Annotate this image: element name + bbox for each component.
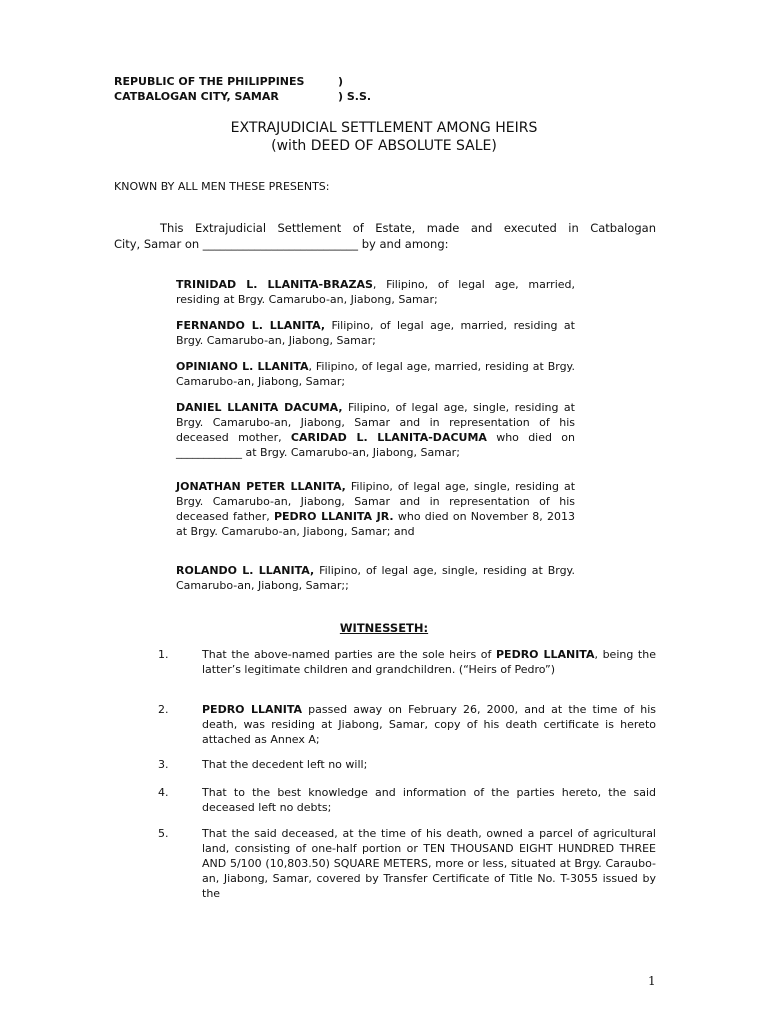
- venue-paren: ): [338, 75, 344, 88]
- clause-bold: PEDRO LLANITA: [202, 703, 302, 716]
- clause-pre: That the said deceased, at the time of his death, owned a parcel of agricultural land, consisting of one-half portion or TEN THOUSAND EIGHT HUNDRED THREE AND 5/100 (10,803.50) SQUARE METERS, more or less, situated at Brgy. Caraubo-an, Jiabong, Samar, covered by Transfer Certificate of Title No. T-3055 issued by the: [202, 827, 656, 900]
- witnesseth-heading: WITNESSETH:: [339, 621, 429, 635]
- clause-number: 1.: [158, 648, 169, 661]
- party-rolando: [176, 563, 575, 593]
- party-name: FERNANDO L. LLANITA,: [176, 319, 326, 332]
- clause-text: [202, 785, 656, 815]
- party-details: Filipino, of legal age, single, residing at Brgy. Camarubo-an, Jiabong, Samar and in representation of his deceased father,: [176, 480, 576, 523]
- party-opiniano: [176, 359, 575, 389]
- clause-post: passed away on February 26, 2000, and at the time of his death, was residing at Jiabong, Samar, copy of his death certificate is hereto attached as Annex A;: [202, 703, 656, 746]
- title-line-2: (with DEED OF ABSOLUTE SALE): [271, 138, 497, 154]
- party-details: , Filipino, of legal age, married, residing at Brgy. Camarubo-an, Jiabong, Samar;: [176, 360, 575, 388]
- party-represented-name: PEDRO LLANITA JR.: [273, 510, 394, 523]
- clause-number: 4.: [158, 786, 169, 799]
- party-name: OPINIANO L. LLANITA: [176, 360, 309, 373]
- party-name: TRINIDAD L. LLANITA-BRAZAS: [176, 278, 373, 291]
- venue-city: CATBALOGAN CITY, SAMAR: [114, 90, 279, 103]
- clause-number: 5.: [158, 827, 169, 840]
- party-details: , Filipino, of legal age, married, residing at Brgy. Camarubo-an, Jiabong, Samar;: [176, 278, 576, 306]
- clause-pre: That to the best knowledge and information of the parties hereto, the said deceased left no debts;: [202, 786, 656, 814]
- intro-line-2: City, Samar on ___________________________ by and among:: [114, 237, 449, 251]
- party-details: Filipino, of legal age, married, residing at Brgy. Camarubo-an, Jiabong, Samar;: [176, 319, 575, 347]
- party-details: Filipino, of legal age, single, residing at Brgy. Camarubo-an, Jiabong, Samar and in representation of his deceased mother,: [176, 401, 575, 444]
- document-title: [0, 119, 768, 155]
- clause-text: [202, 647, 656, 677]
- clause-number: 3.: [158, 758, 169, 771]
- party-name: ROLANDO L. LLANITA,: [176, 564, 315, 577]
- clause-pre: That the above-named parties are the sole heirs of: [202, 648, 496, 661]
- clause-text: [202, 757, 656, 772]
- clause-bold: PEDRO LLANITA: [496, 648, 595, 661]
- intro-paragraph: [114, 220, 656, 252]
- clause-text: [202, 826, 656, 901]
- clause-pre: That the decedent left no will;: [202, 758, 368, 771]
- party-name: JONATHAN PETER LLANITA,: [176, 480, 346, 493]
- known-by-all-men: KNOWN BY ALL MEN THESE PRESENTS:: [114, 180, 330, 193]
- party-name: DANIEL LLANITA DACUMA,: [176, 401, 343, 414]
- party-daniel: [176, 400, 575, 460]
- title-line-1: EXTRAJUDICIAL SETTLEMENT AMONG HEIRS: [230, 120, 538, 136]
- clause-number: 2.: [158, 703, 169, 716]
- clause-text: [202, 702, 656, 747]
- venue-ss: ) S.S.: [338, 90, 372, 103]
- page-number: 1: [648, 974, 656, 988]
- venue-row: [114, 89, 372, 104]
- party-fernando: [176, 318, 575, 348]
- party-details: Filipino, of legal age, single, residing at Brgy. Camarubo-an, Jiabong, Samar;;: [176, 564, 575, 592]
- party-represented-name: CARIDAD L. LLANITA-DACUMA: [290, 431, 487, 444]
- party-details-2: who died on ____________ at Brgy. Camarubo-an, Jiabong, Samar;: [176, 431, 575, 459]
- intro-line-1: This Extrajudicial Settlement of Estate, made and executed in Catbalogan: [160, 221, 656, 235]
- party-details-2: who died on November 8, 2013 at Brgy. Camarubo-an, Jiabong, Samar; and: [176, 510, 575, 538]
- party-trinidad: [176, 277, 575, 307]
- venue-row: [114, 74, 344, 89]
- venue-republic: REPUBLIC OF THE PHILIPPINES: [114, 75, 305, 88]
- clause-post: , being the latter’s legitimate children and grandchildren. (“Heirs of Pedro”): [202, 648, 656, 676]
- venue-block: [114, 74, 372, 104]
- party-jonathan: [176, 479, 575, 539]
